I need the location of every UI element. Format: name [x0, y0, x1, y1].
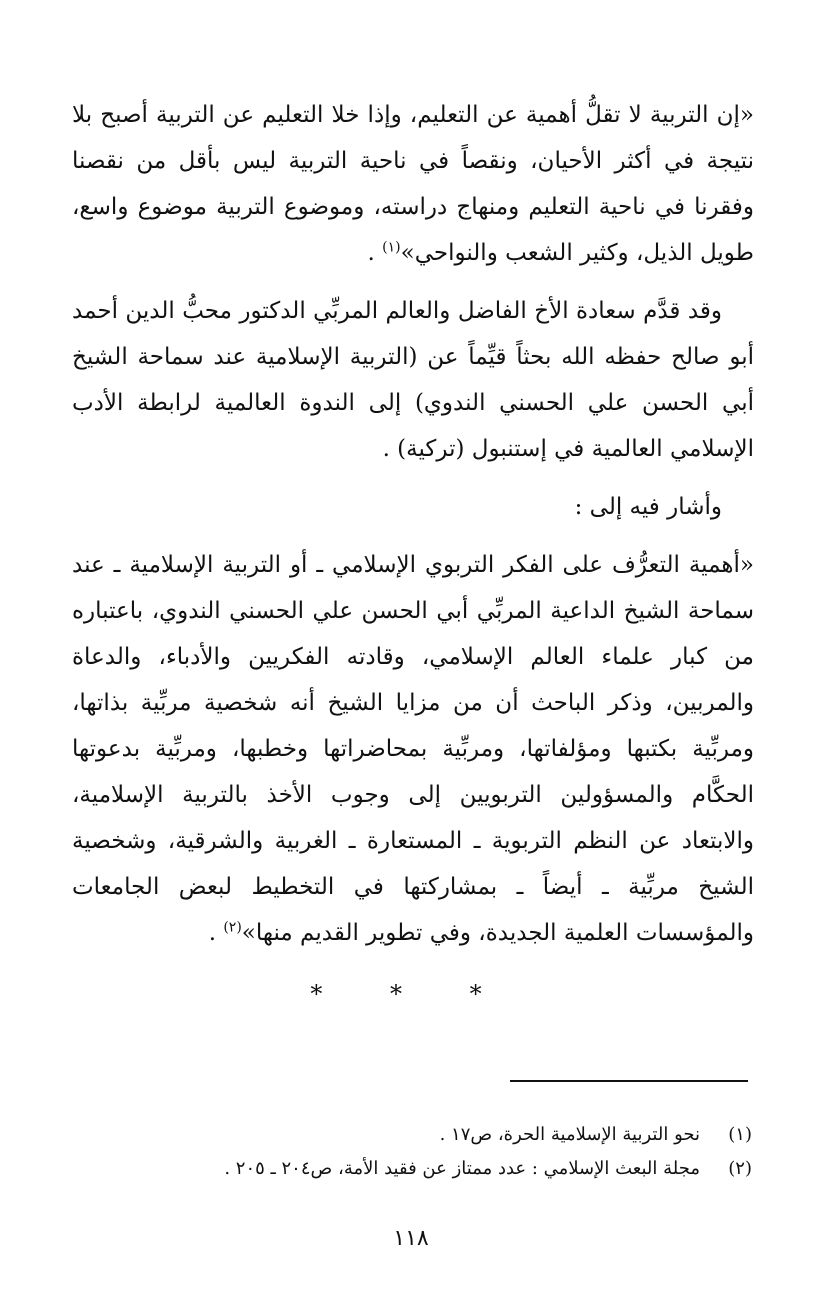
paragraph-text: «إن التربية لا تقلُّ أهمية عن التعليم، وإذا خلا التعليم عن التربية أصبح بلا نتيجة في أكثر الأحيان، ونقصاً في ناحية التربية ليس بأقل من نقصنا وفقرنا في ناحية التعليم ومنهاج دراسته، وموضوع التربية موضوع واسع، طويل الذيل، وكثير الشعب والنواحي»	[72, 102, 754, 266]
paragraph-intro	[72, 484, 754, 530]
footnote-item	[112, 1152, 752, 1186]
section-separator: * * *	[310, 980, 512, 1008]
paragraph-text: «أهمية التعرُّف على الفكر التربوي الإسلامي ـ أو التربية الإسلامية ـ عند سماحة الشيخ الداعية المربِّي أبي الحسن علي الحسني الندوي، باعتباره من كبار علماء العالم الإسلامي، وقادته الفكريين والأدباء، والدعاة والمربين، وذكر الباحث أن من مزايا الشيخ أنه شخصية مربِّية بذاتها، ومربِّية بكتبها ومؤلفاتها، ومربِّية بمحاضراتها وخطبها، ومربِّية بدعوتها الحكَّام والمسؤولين التربويين إلى وجوب الأخذ بالتربية الإسلامية، والابتعاد عن النظم التربوية ـ المستعارة ـ الغربية والشرقية، وشخصية الشيخ مربِّية ـ أيضاً ـ بمشاركتها في التخطيط لبعض الجامعات والمؤسسات العلمية الجديدة، وفي تطوير القديم منها»	[72, 552, 754, 946]
main-text	[72, 92, 754, 968]
footnote-item	[112, 1118, 752, 1152]
footnote-marker[interactable]: (١)	[382, 239, 401, 256]
footnote-marker[interactable]: (٢)	[223, 919, 242, 936]
footnote-text: نحو التربية الإسلامية الحرة، ص١٧ .	[439, 1124, 700, 1145]
footnotes	[112, 1118, 752, 1186]
paragraph-research	[72, 288, 754, 472]
paragraph-text: وقد قدَّم سعادة الأخ الفاضل والعالم المربِّي الدكتور محبُّ الدين أحمد أبو صالح حفظه الله بحثاً قيِّماً عن (التربية الإسلامية عند سماحة الشيخ أبي الحسن علي الحسني الندوي) إلى الندوة العالمية لرابطة الأدب الإسلامي العالمية في إستنبول (تركية) .	[72, 298, 754, 462]
paragraph-end: .	[208, 920, 224, 946]
footnote-divider	[510, 1080, 748, 1082]
paragraph-text: وأشار فيه إلى :	[574, 494, 722, 520]
footnote-number: (١)	[728, 1124, 752, 1145]
paragraph-end: .	[367, 240, 383, 266]
paragraph-quote-1	[72, 92, 754, 276]
footnote-number: (٢)	[728, 1158, 752, 1179]
paragraph-quote-2	[72, 542, 754, 956]
footnote-text: مجلة البعث الإسلامي : عدد ممتاز عن فقيد الأمة، ص٢٠٤ ـ ٢٠٥ .	[224, 1158, 700, 1179]
page-number: ١١٨	[393, 1226, 429, 1251]
